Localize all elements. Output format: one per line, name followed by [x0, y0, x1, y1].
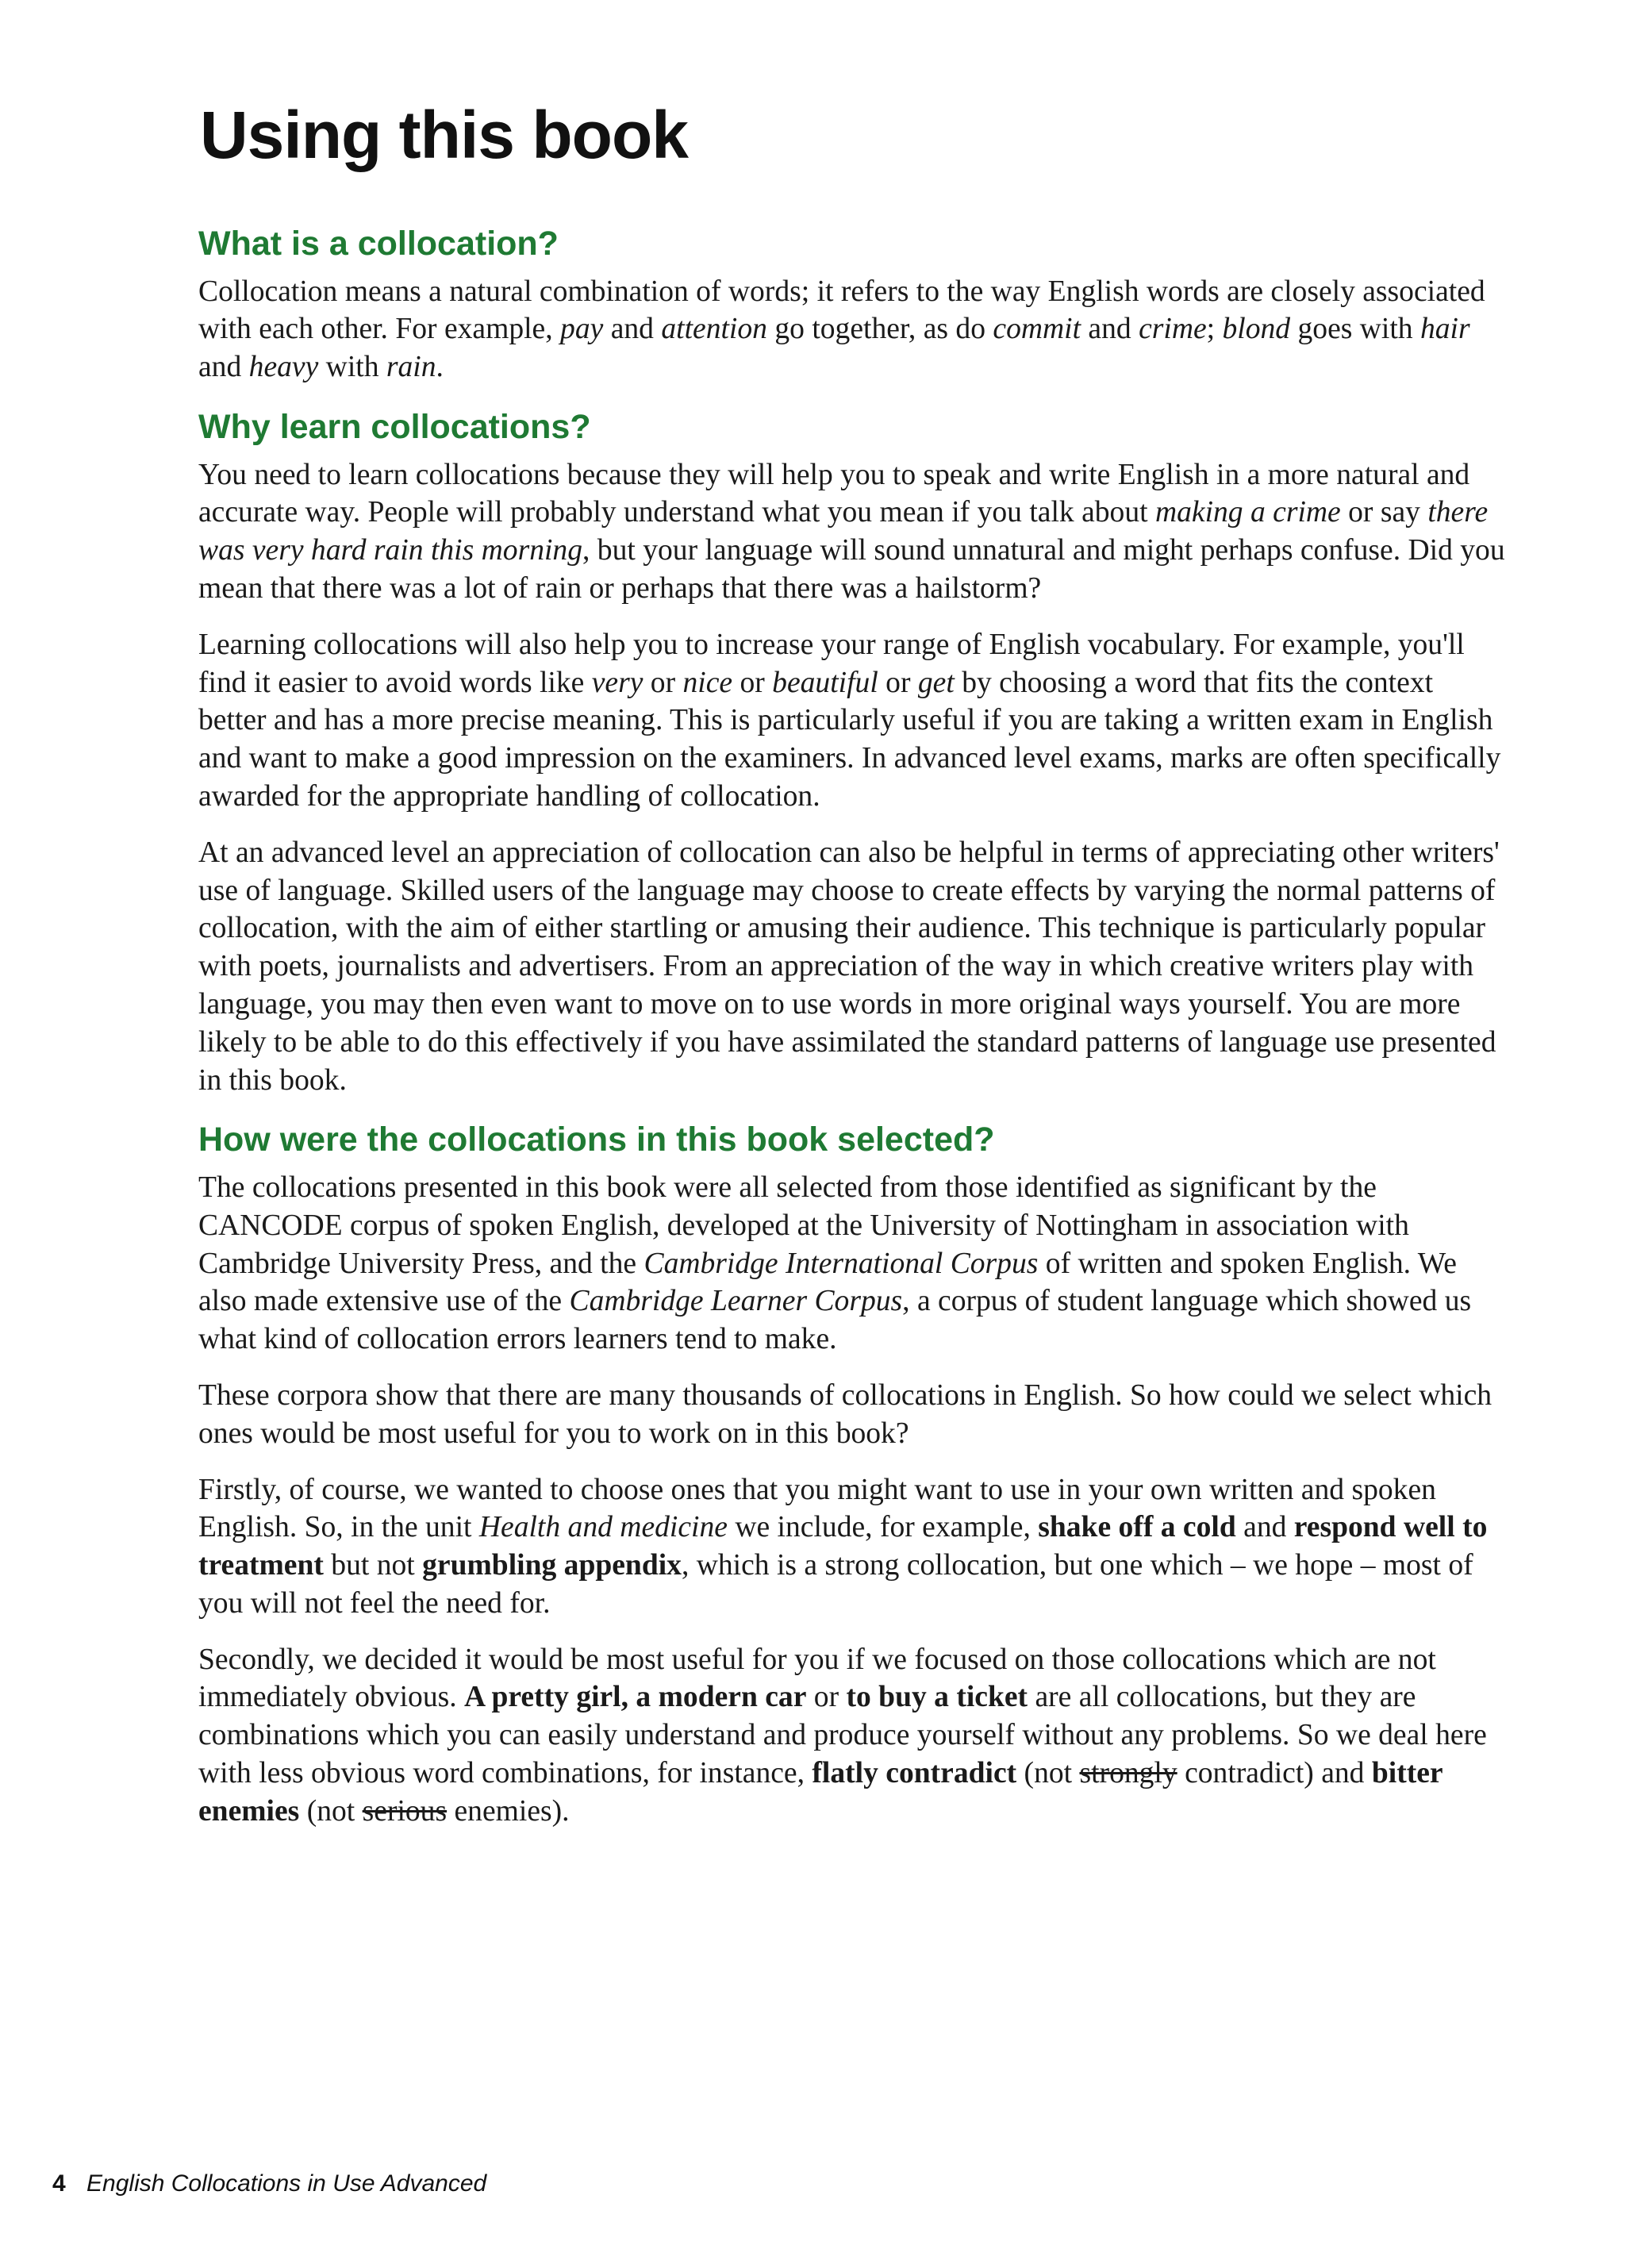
text-run: The collocations presented in this book were all selected from those identified as significant by the CANCODE corpus of spoken English, developed at the University of Nottingham in association with Cambridge University Press, and the [198, 1171, 1409, 1280]
text-run: , but your language will sound unnatural and might perhaps confuse. Did you mean that there was a lot of rain or perhaps that there was a hailstorm? [198, 534, 1505, 605]
paragraph [198, 1377, 1508, 1453]
italic-text: very [591, 666, 643, 699]
bold-text: A pretty girl, a modern car [464, 1681, 807, 1714]
page-footer [52, 2170, 486, 2197]
bold-text: flatly contradict [812, 1757, 1017, 1790]
paragraph [198, 456, 1508, 608]
italic-text: there was very hard rain this morning [198, 496, 1489, 567]
text-run: or [878, 666, 918, 699]
section-heading: How were the collocations in this book selected? [198, 1121, 995, 1159]
paragraph [198, 834, 1508, 1100]
text-run: or say [1340, 496, 1428, 529]
text-run: and [1081, 313, 1139, 346]
text-run: go together, as do [766, 313, 993, 346]
italic-text: nice [682, 666, 733, 699]
text-run: or [643, 666, 683, 699]
text-run: . [436, 351, 444, 384]
italic-text: Cambridge Learner Corpus [569, 1285, 903, 1318]
text-run: Learning collocations will also help you to increase your range of English vocabulary. For example, you'll find it easier to avoid words like [198, 628, 1465, 699]
italic-text: get [917, 666, 955, 699]
bold-text: bitter enemies [198, 1757, 1443, 1828]
text-run: or [732, 666, 773, 699]
section-heading: What is a collocation? [198, 225, 559, 263]
text-run: contradict) and [1177, 1757, 1372, 1790]
text-run: are all collocations, but they are combinations which you can easily understand and produce yourself without any problems. So we deal here with less obvious word combinations, for instance, [198, 1681, 1487, 1790]
text-run: (not [299, 1794, 363, 1828]
struck-text: strongly [1079, 1757, 1177, 1790]
italic-text: Health and medicine [478, 1511, 728, 1544]
text-run: Collocation means a natural combination of words; it refers to the way English words are closely associated with each other. For example, [198, 275, 1485, 346]
section-why-learn [198, 407, 1508, 1099]
section-heading: Why learn collocations? [198, 407, 591, 446]
text-run: enemies). [447, 1794, 570, 1828]
text-run: and [1235, 1511, 1294, 1544]
text-run: goes with [1290, 313, 1420, 346]
italic-text: heavy [248, 351, 319, 384]
paragraph [198, 1471, 1508, 1623]
italic-text: attention [661, 313, 767, 346]
bold-text: respond well to treatment [198, 1511, 1488, 1582]
paragraph [198, 626, 1508, 816]
text-run: These corpora show that there are many thousands of collocations in English. So how could we select which ones would be most useful for you to work on in this book? [198, 1378, 1492, 1450]
paragraph [198, 273, 1508, 386]
section-how-selected [198, 1120, 1508, 1830]
struck-text: serious [362, 1794, 448, 1828]
page-content [198, 224, 1508, 1851]
text-run: , a corpus of student language which showed us what kind of collocation errors learners tend to make. [198, 1285, 1472, 1356]
text-run: At an advanced level an appreciation of collocation can also be helpful in terms of appreciating other writers' use of language. Skilled users of the language may choose to create effects by varying the normal patterns of collocation, with the aim of either startling or amusing their audience. This technique is particularly popular with poets, journalists and advertisers. From an appreciation of the way in which creative writers play with language, you may then even want to move on to use words in more original ways yourself. You are more likely to be able to do this effectively if you have assimilated the standard patterns of language use presented in this book. [198, 836, 1500, 1097]
text-run: Secondly, we decided it would be most useful for you if we focused on those collocations which are not immediately obvious. [198, 1643, 1436, 1714]
text-run: or [806, 1681, 847, 1714]
section-what-is-collocation [198, 224, 1508, 386]
paragraph [198, 1169, 1508, 1359]
italic-text: beautiful [772, 666, 878, 699]
bold-text: to buy a ticket [846, 1681, 1028, 1714]
text-run: and [198, 351, 249, 384]
paragraph [198, 1641, 1508, 1831]
bold-text: grumbling appendix [422, 1549, 682, 1582]
text-run: (not [1016, 1757, 1080, 1790]
italic-text: pay [560, 313, 604, 346]
text-run: You need to learn collocations because they will help you to speak and write English in a more natural and accurate way. People will probably understand what you mean if you talk about [198, 458, 1470, 529]
text-run: , which is a strong collocation, but one which – we hope – most of you will not feel the need for. [198, 1549, 1473, 1620]
text-run: by choosing a word that fits the context better and has a more precise meaning. This is particularly useful if you are taking a written exam in English and want to make a good impression on the examiners. In advanced level exams, marks are often specifically awarded for the appropriate handling of collocation. [198, 666, 1501, 813]
text-run: ; [1206, 313, 1223, 346]
text-run: we include, for example, [727, 1511, 1039, 1544]
bold-text: shake off a cold [1038, 1511, 1236, 1544]
italic-text: commit [993, 313, 1081, 346]
text-run: Firstly, of course, we wanted to choose ones that you might want to use in your own written and spoken English. So, in the unit [198, 1473, 1436, 1544]
text-run: and [603, 313, 662, 346]
text-run: but not [323, 1549, 423, 1582]
italic-text: crime [1139, 313, 1207, 346]
text-run: of written and spoken English. We also made extensive use of the [198, 1247, 1457, 1318]
italic-text: blond [1222, 313, 1291, 346]
book-title: English Collocations in Use Advanced [86, 2170, 487, 2197]
italic-text: Cambridge International Corpus [643, 1247, 1039, 1280]
text-run: with [318, 351, 386, 384]
page-title: Using this book [200, 98, 688, 172]
page-number: 4 [52, 2170, 66, 2197]
italic-text: making a crime [1154, 496, 1341, 529]
italic-text: hair [1419, 313, 1470, 346]
italic-text: rain [386, 351, 436, 384]
